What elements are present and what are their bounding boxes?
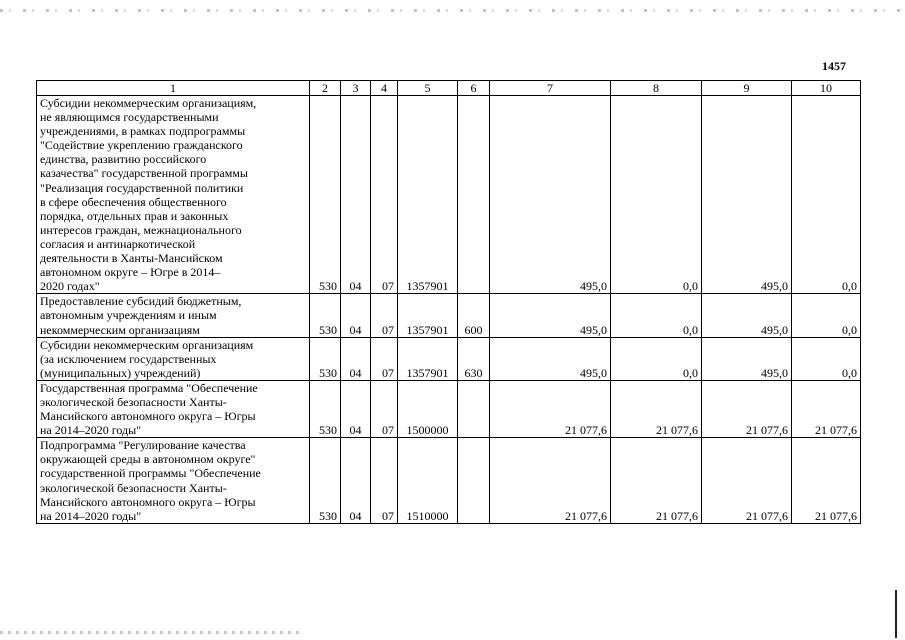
cell-amount-8: 0,0 xyxy=(611,294,702,337)
header-col-10: 10 xyxy=(792,81,861,96)
table-row xyxy=(37,96,861,294)
cell-expense-type: 630 xyxy=(458,337,490,380)
row-name: Подпрограмма "Регулирование качества окружающей среды в автономном округе" государственной программы "Обеспечение экологической безопасности Ханты- Мансийского автономного округа – Югры на 2014–2020 годы" xyxy=(37,438,310,524)
cell-subsection: 07 xyxy=(371,380,398,437)
cell-section: 04 xyxy=(341,438,371,524)
row-name: Субсидии некоммерческим организациям (за исключением государственных (муниципальных) учреждений) xyxy=(37,337,310,380)
row-name: Субсидии некоммерческим организациям, не являющимся государственными учреждениями, в рамках подпрограммы "Содействие укреплению гражданского единства, развитию российского казачества" государственной программы "Реализация государственной политики в сфере обеспечения общественного порядка, отдельных прав и законных интересов граждан, межнационального согласия и антинаркотической деятельности в Ханты-Мансийском автономном округе – Югре в 2014– 2020 годах" xyxy=(37,96,310,294)
header-col-2: 2 xyxy=(310,81,341,96)
header-col-7: 7 xyxy=(490,81,611,96)
cell-amount-10: 0,0 xyxy=(792,294,861,337)
cell-amount-8: 21 077,6 xyxy=(611,380,702,437)
cell-amount-9: 495,0 xyxy=(702,337,792,380)
header-col-4: 4 xyxy=(371,81,398,96)
header-col-8: 8 xyxy=(611,81,702,96)
cell-target-article: 1357901 xyxy=(398,294,458,337)
cell-admin-code: 530 xyxy=(310,96,341,294)
cell-target-article: 1357901 xyxy=(398,337,458,380)
row-name: Государственная программа "Обеспечение экологической безопасности Ханты- Мансийского автономного округа – Югры на 2014–2020 годы" xyxy=(37,380,310,437)
cell-amount-10: 0,0 xyxy=(792,337,861,380)
cell-subsection: 07 xyxy=(371,337,398,380)
cell-amount-7: 21 077,6 xyxy=(490,438,611,524)
cell-target-article: 1357901 xyxy=(398,96,458,294)
cell-amount-10: 21 077,6 xyxy=(792,380,861,437)
budget-table xyxy=(36,80,861,524)
header-col-3: 3 xyxy=(341,81,371,96)
cell-subsection: 07 xyxy=(371,96,398,294)
cell-admin-code: 530 xyxy=(310,380,341,437)
cell-amount-10: 21 077,6 xyxy=(792,438,861,524)
cell-amount-8: 0,0 xyxy=(611,337,702,380)
header-col-6: 6 xyxy=(458,81,490,96)
cell-expense-type xyxy=(458,438,490,524)
header-row xyxy=(37,81,861,96)
cell-amount-9: 495,0 xyxy=(702,294,792,337)
cell-subsection: 07 xyxy=(371,294,398,337)
cell-amount-9: 21 077,6 xyxy=(702,438,792,524)
cell-amount-7: 495,0 xyxy=(490,294,611,337)
table-row xyxy=(37,380,861,437)
cell-admin-code: 530 xyxy=(310,337,341,380)
table-row xyxy=(37,438,861,524)
page-number: 1457 xyxy=(822,59,846,73)
cell-expense-type: 600 xyxy=(458,294,490,337)
cell-amount-7: 21 077,6 xyxy=(490,380,611,437)
cell-target-article: 1500000 xyxy=(398,380,458,437)
cell-amount-10: 0,0 xyxy=(792,96,861,294)
scan-noise-bottom xyxy=(0,631,300,634)
scan-edge-line xyxy=(895,590,897,638)
cell-admin-code: 530 xyxy=(310,438,341,524)
scan-noise-top xyxy=(0,9,905,12)
cell-section: 04 xyxy=(341,380,371,437)
cell-amount-9: 495,0 xyxy=(702,96,792,294)
row-name: Предоставление субсидий бюджетным, автономным учреждениям и иным некоммерческим организациям xyxy=(37,294,310,337)
header-col-5: 5 xyxy=(398,81,458,96)
header-col-9: 9 xyxy=(702,81,792,96)
cell-amount-7: 495,0 xyxy=(490,96,611,294)
table-row xyxy=(37,294,861,337)
cell-amount-8: 0,0 xyxy=(611,96,702,294)
cell-target-article: 1510000 xyxy=(398,438,458,524)
cell-expense-type xyxy=(458,96,490,294)
cell-section: 04 xyxy=(341,96,371,294)
cell-expense-type xyxy=(458,380,490,437)
cell-amount-9: 21 077,6 xyxy=(702,380,792,437)
cell-section: 04 xyxy=(341,294,371,337)
cell-section: 04 xyxy=(341,337,371,380)
cell-amount-8: 21 077,6 xyxy=(611,438,702,524)
table-row xyxy=(37,337,861,380)
cell-admin-code: 530 xyxy=(310,294,341,337)
cell-amount-7: 495,0 xyxy=(490,337,611,380)
header-col-1: 1 xyxy=(37,81,310,96)
cell-subsection: 07 xyxy=(371,438,398,524)
